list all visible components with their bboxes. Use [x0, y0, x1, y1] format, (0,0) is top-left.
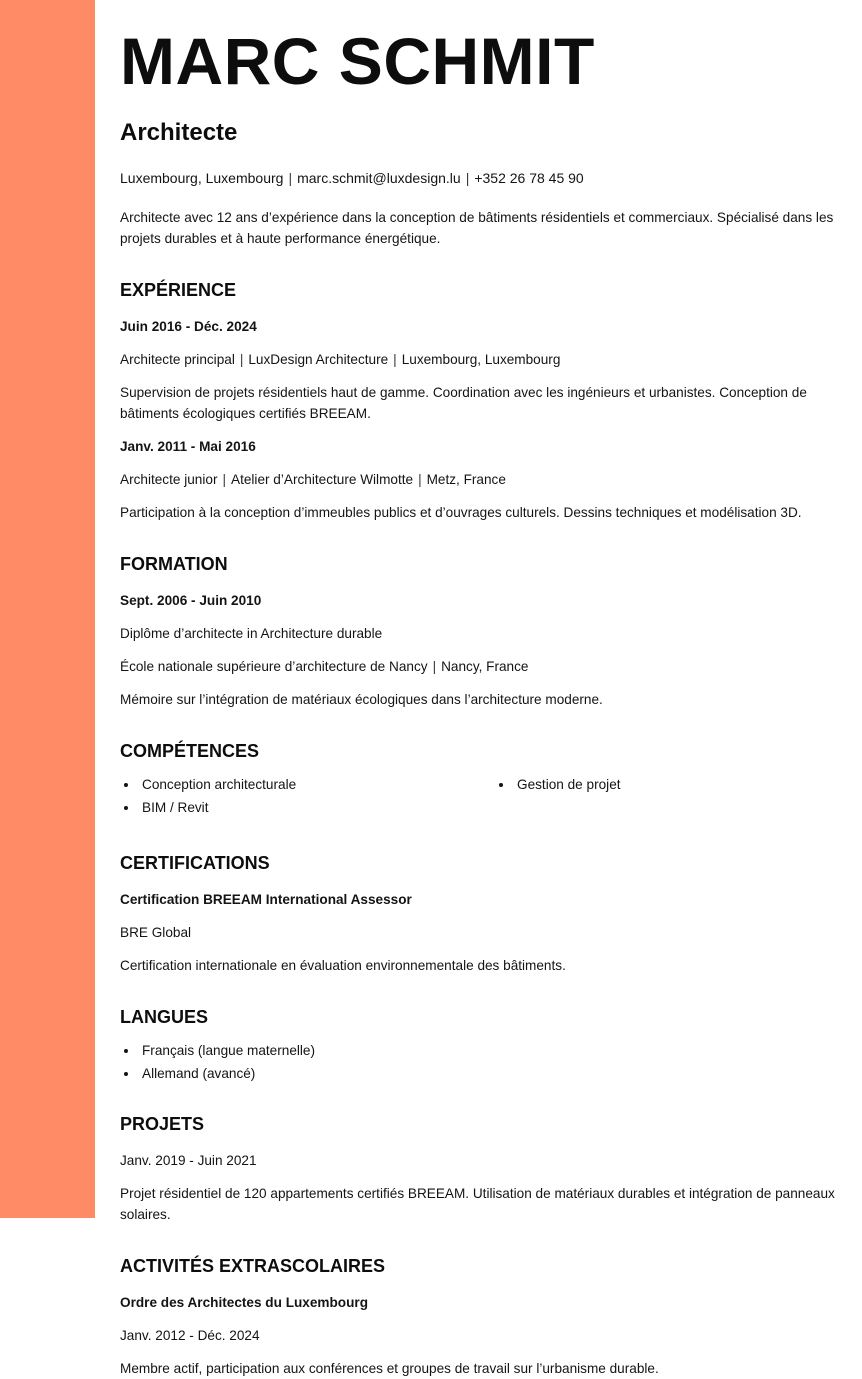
entry-role: Architecte junior: [120, 472, 218, 487]
entry-location: Luxembourg, Luxembourg: [401, 352, 561, 367]
entry-school: École nationale supérieure d’architecture de Nancy: [120, 659, 428, 674]
entry-location: Nancy, France: [441, 659, 529, 674]
project-dates: Janv. 2019 - Juin 2021: [120, 1153, 257, 1168]
certification-description: Certification internationale en évaluation environnementale des bâtiments.: [120, 958, 566, 973]
section-activites: [120, 1255, 842, 1379]
certification-title: Certification BREEAM International Assessor: [120, 892, 412, 907]
contact-phone: +352 26 78 45 90: [474, 170, 584, 186]
certification-issuer: BRE Global: [120, 925, 192, 940]
section-certifications: [120, 852, 842, 976]
person-name: MARC SCHMIT: [120, 24, 595, 98]
section-heading-langues: LANGUES: [120, 1007, 209, 1027]
certification-entry: [120, 889, 842, 976]
entry-dates: Janv. 2011 - Mai 2016: [120, 439, 256, 454]
resume-content: [120, 0, 842, 1379]
entry-description: Mémoire sur l’intégration de matériaux écologiques dans l’architecture moderne.: [120, 692, 603, 707]
contact-location: Luxembourg, Luxembourg: [120, 170, 284, 186]
activity-entry: [120, 1292, 842, 1379]
entry-degree: Diplôme d’architecte in Architecture durable: [120, 626, 383, 641]
section-competences: [120, 740, 842, 822]
activity-description: Membre actif, participation aux conférences et groupes de travail sur l’urbanisme durable.: [120, 1361, 659, 1376]
entry-role-line: [120, 349, 842, 370]
language-item: • Français (langue maternelle): [139, 1042, 842, 1060]
section-heading-activites: ACTIVITÉS EXTRASCOLAIRES: [120, 1256, 386, 1276]
activity-organization: Ordre des Architectes du Luxembourg: [120, 1295, 369, 1310]
contact-email: marc.schmit@luxdesign.lu: [297, 170, 461, 186]
section-heading-formation: FORMATION: [120, 554, 228, 574]
separator: |: [288, 170, 293, 186]
languages-list: [120, 1042, 842, 1083]
section-heading-competences: COMPÉTENCES: [120, 741, 260, 761]
entry-role: Architecte principal: [120, 352, 235, 367]
entry-company: Atelier d’Architecture Wilmotte: [231, 472, 414, 487]
project-entry: [120, 1150, 842, 1225]
skills-list-left: [120, 776, 495, 822]
experience-entry: [120, 316, 842, 424]
activity-dates: Janv. 2012 - Déc. 2024: [120, 1328, 260, 1343]
separator: |: [239, 352, 244, 367]
section-projets: [120, 1113, 842, 1225]
entry-role-line: [120, 469, 842, 490]
contact-line: [120, 169, 842, 187]
project-description: Projet résidentiel de 120 appartements certifiés BREEAM. Utilisation de matériaux durables et intégration de panneaux solaires.: [120, 1186, 835, 1222]
section-formation: [120, 553, 842, 710]
skills-list-right: [495, 776, 842, 822]
entry-dates: Juin 2016 - Déc. 2024: [120, 319, 257, 334]
entry-school-line: [120, 656, 842, 677]
person-job-title: Architecte: [120, 119, 238, 146]
professional-summary: Architecte avec 12 ans d’expérience dans la conception de bâtiments résidentiels et commerciaux. Spécialisé dans les projets durables et à haute performance énergétique.: [120, 210, 834, 246]
left-accent-stripe: [0, 0, 95, 1218]
skill-item: • Conception architecturale: [139, 776, 495, 794]
entry-dates: Sept. 2006 - Juin 2010: [120, 593, 262, 608]
entry-description: Participation à la conception d’immeubles publics et d’ouvrages culturels. Dessins techniques et modélisation 3D.: [120, 505, 802, 520]
skills-columns: [120, 762, 842, 822]
skill-item: • Gestion de projet: [514, 776, 842, 794]
skill-item: • BIM / Revit: [139, 799, 495, 817]
language-item: • Allemand (avancé): [139, 1065, 842, 1083]
experience-entry: [120, 436, 842, 523]
separator: |: [393, 352, 397, 367]
section-experience: [120, 279, 842, 523]
section-heading-experience: EXPÉRIENCE: [120, 280, 237, 300]
section-langues: [120, 1006, 842, 1083]
entry-description: Supervision de projets résidentiels haut de gamme. Coordination avec les ingénieurs et urbanistes. Conception de bâtiments écologiques certifiés BREEAM.: [120, 385, 807, 421]
separator: |: [222, 472, 226, 487]
separator: |: [418, 472, 422, 487]
entry-company: LuxDesign Architecture: [248, 352, 389, 367]
separator: |: [432, 659, 437, 674]
section-heading-projets: PROJETS: [120, 1114, 205, 1134]
section-heading-certifications: CERTIFICATIONS: [120, 853, 270, 873]
entry-location: Metz, France: [426, 472, 506, 487]
separator: |: [465, 170, 470, 186]
formation-entry: [120, 590, 842, 710]
